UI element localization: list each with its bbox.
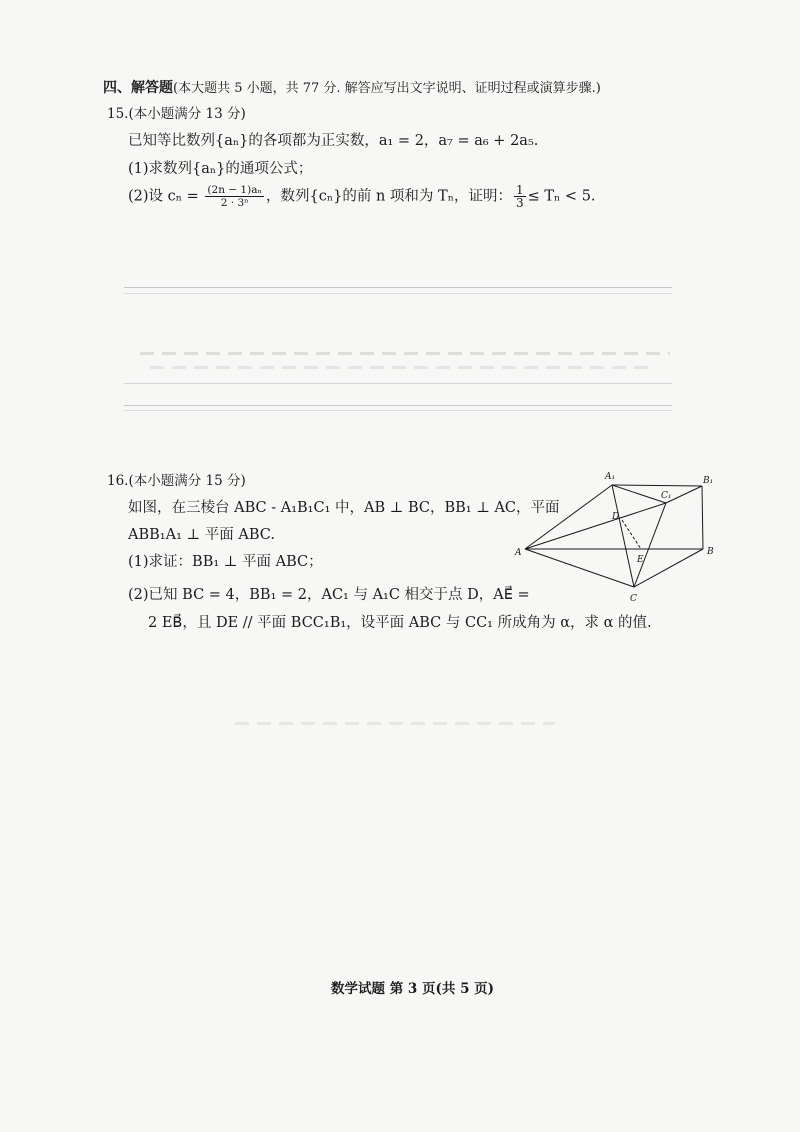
q16-header: 16.(本小题满分 15 分)	[107, 473, 246, 489]
label-a1: A₁	[605, 472, 616, 482]
section-note: (本大题共 5 小题，共 77 分. 解答应写出文字说明、证明过程或演算步骤.)	[173, 81, 601, 96]
q15-header: 15.(本小题满分 13 分)	[107, 106, 246, 122]
q15-cn-numerator: (2n − 1)aₙ	[207, 184, 263, 196]
label-b: B	[707, 547, 714, 557]
answer-line	[124, 383, 672, 384]
edge-b-b1	[702, 486, 703, 549]
edge-a-a1	[525, 485, 612, 549]
answer-line	[124, 410, 672, 411]
q15-ineq-fraction	[514, 184, 526, 209]
section-heading	[103, 77, 601, 97]
q15-part2-mid: ，数列{cₙ}的前 n 项和为 Tₙ，证明：	[266, 188, 512, 205]
segment-a1-c	[612, 485, 634, 587]
frustum-figure	[510, 465, 720, 610]
label-e: E	[637, 555, 644, 565]
q15-part1: (1)求数列{aₙ}的通项公式；	[128, 161, 313, 177]
q15-cn-denominator: 2 · 3ⁿ	[220, 197, 249, 209]
q15-ineq-denominator: 3	[515, 196, 524, 210]
section-title: 四、解答题	[103, 80, 173, 96]
label-c1: C₁	[661, 491, 672, 501]
q15-part2-prefix: (2)设 cₙ =	[128, 188, 199, 205]
q15-part2	[128, 184, 596, 209]
q16-line2: ABB₁A₁ ⊥ 平面 ABC.	[128, 527, 275, 543]
label-c: C	[630, 594, 637, 604]
q15-ineq-numerator: 1	[515, 183, 524, 197]
segment-a-c1	[525, 503, 666, 549]
edge-a-c	[525, 549, 634, 587]
answer-line	[124, 405, 672, 406]
q15-part2-tail: ≤ Tₙ < 5.	[527, 188, 596, 205]
edge-a1-c1	[612, 485, 666, 503]
scan-smudge	[235, 722, 555, 725]
q15-cn-fraction	[205, 184, 264, 209]
q16-line1: 如图，在三棱台 ABC - A₁B₁C₁ 中，AB ⊥ BC，BB₁ ⊥ AC，平面	[128, 500, 560, 516]
edge-c-b	[634, 549, 703, 587]
edge-a1-b1	[612, 485, 702, 486]
q16-part2-line1: (2)已知 BC = 4，BB₁ = 2，AC₁ 与 A₁C 相交于点 D，AE⃗ =	[128, 587, 530, 603]
label-a: A	[515, 548, 522, 558]
page-footer: 数学试题 第 3 页(共 5 页)	[331, 981, 495, 997]
q16-part2-line2: 2 EB⃗，且 DE // 平面 BCC₁B₁，设平面 ABC 与 CC₁ 所成角为 α，求 α 的值.	[148, 615, 652, 631]
label-b1: B₁	[703, 476, 714, 486]
q16-part1: (1)求证：BB₁ ⊥ 平面 ABC；	[128, 554, 323, 570]
q15-stem: 已知等比数列{aₙ}的各项都为正实数，a₁ = 2，a₇ = a₆ + 2a₅.	[128, 133, 539, 149]
scan-smudge	[150, 366, 650, 369]
scan-smudge	[140, 352, 670, 355]
answer-line	[124, 287, 672, 288]
label-d: D	[612, 512, 620, 522]
answer-line	[124, 293, 672, 294]
